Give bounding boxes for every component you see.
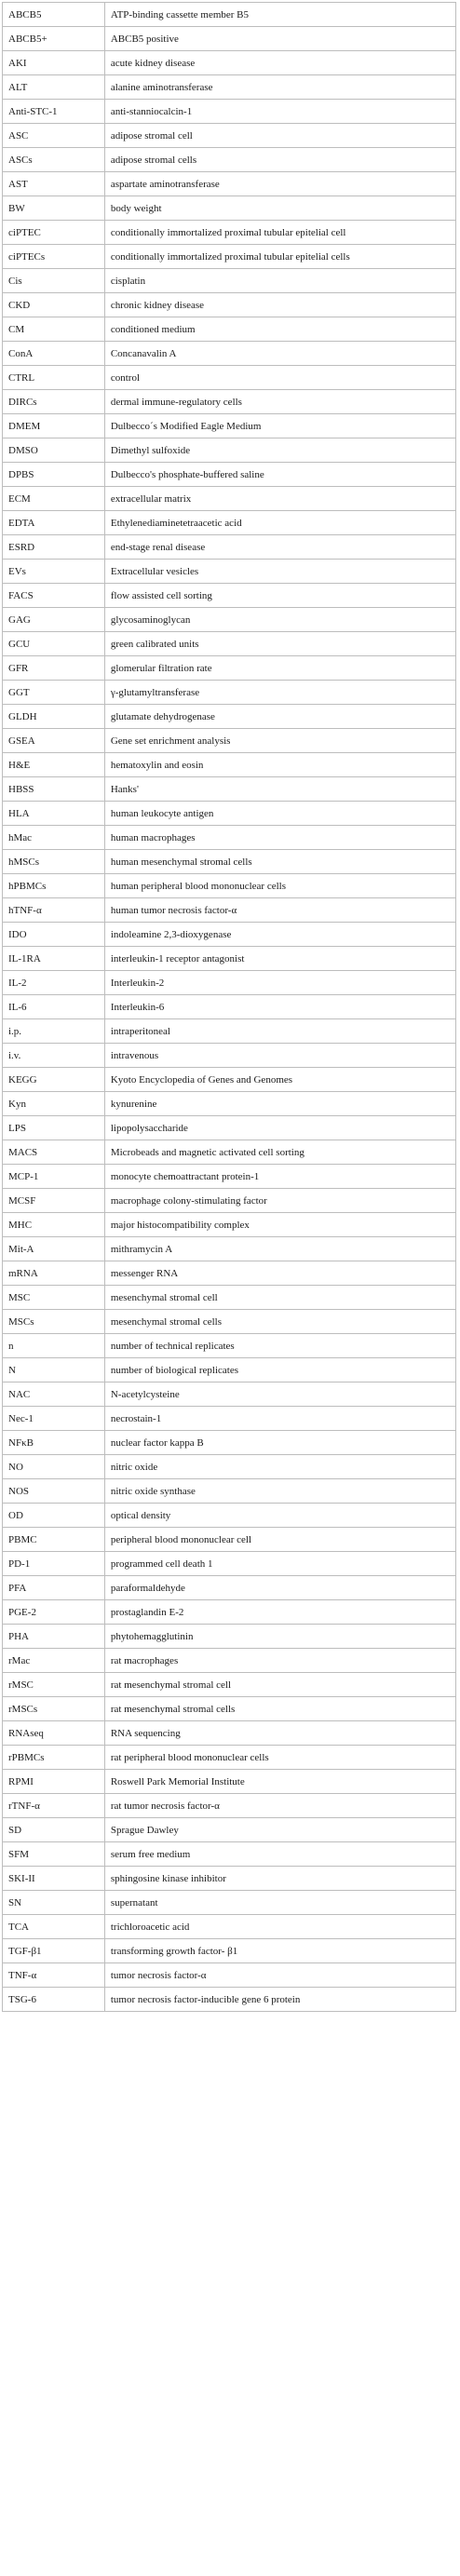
table-row xyxy=(3,1963,456,1988)
definition-cell: major histocompatibility complex xyxy=(104,1213,455,1237)
abbreviation-cell: FACS xyxy=(3,584,105,608)
abbreviation-cell: PFA xyxy=(3,1576,105,1600)
definition-cell: Dimethyl sulfoxide xyxy=(104,438,455,463)
definition-cell: anti-stanniocalcin-1 xyxy=(104,100,455,124)
definition-cell: flow assisted cell sorting xyxy=(104,584,455,608)
definition-cell: sphingosine kinase inhibitor xyxy=(104,1867,455,1891)
table-row xyxy=(3,1721,456,1746)
abbreviation-cell: TCA xyxy=(3,1915,105,1939)
abbreviation-cell: NO xyxy=(3,1455,105,1479)
definition-cell: N-acetylcysteine xyxy=(104,1382,455,1407)
definition-cell: nitric oxide xyxy=(104,1455,455,1479)
definition-cell: extracellular matrix xyxy=(104,487,455,511)
abbreviation-cell: PD-1 xyxy=(3,1552,105,1576)
definition-cell: mesenchymal stromal cells xyxy=(104,1310,455,1334)
table-row xyxy=(3,947,456,971)
table-row xyxy=(3,777,456,802)
table-row xyxy=(3,100,456,124)
abbreviation-cell: SN xyxy=(3,1891,105,1915)
table-row xyxy=(3,535,456,560)
definition-cell: human leukocyte antigen xyxy=(104,802,455,826)
table-row xyxy=(3,1891,456,1915)
definition-cell: ATP-binding cassette member B5 xyxy=(104,3,455,27)
table-row xyxy=(3,1165,456,1189)
table-row xyxy=(3,1140,456,1165)
table-row xyxy=(3,1479,456,1504)
table-row xyxy=(3,1019,456,1044)
table-row xyxy=(3,1261,456,1286)
definition-cell: transforming growth factor- β1 xyxy=(104,1939,455,1963)
table-row xyxy=(3,1576,456,1600)
table-row xyxy=(3,1407,456,1431)
abbreviation-cell: GAG xyxy=(3,608,105,632)
table-row xyxy=(3,342,456,366)
table-row xyxy=(3,1649,456,1673)
abbreviation-cell: i.v. xyxy=(3,1044,105,1068)
definition-cell: rat mesenchymal stromal cells xyxy=(104,1697,455,1721)
table-row xyxy=(3,75,456,100)
abbreviation-cell: hPBMCs xyxy=(3,874,105,898)
definition-cell: Ethylenediaminetetraacetic acid xyxy=(104,511,455,535)
abbreviation-cell: n xyxy=(3,1334,105,1358)
table-row xyxy=(3,656,456,681)
definition-cell: tumor necrosis factor-inducible gene 6 protein xyxy=(104,1988,455,2012)
table-row xyxy=(3,124,456,148)
definition-cell: Gene set enrichment analysis xyxy=(104,729,455,753)
table-row xyxy=(3,1625,456,1649)
table-row xyxy=(3,245,456,269)
table-row xyxy=(3,317,456,342)
definition-cell: glycosaminoglycan xyxy=(104,608,455,632)
table-row xyxy=(3,1358,456,1382)
definition-cell: human tumor necrosis factor-α xyxy=(104,898,455,923)
abbreviation-cell: H&E xyxy=(3,753,105,777)
definition-cell: Dulbecco's phosphate-buffered saline xyxy=(104,463,455,487)
table-row xyxy=(3,511,456,535)
definition-cell: conditionally immortalized proximal tubular epitelial cell xyxy=(104,221,455,245)
abbreviation-cell: MSC xyxy=(3,1286,105,1310)
abbreviation-cell: hTNF-α xyxy=(3,898,105,923)
abbreviation-cell: AKI xyxy=(3,51,105,75)
table-row xyxy=(3,1770,456,1794)
table-row xyxy=(3,1842,456,1867)
abbreviation-cell: ECM xyxy=(3,487,105,511)
definition-cell: dermal immune-regulatory cells xyxy=(104,390,455,414)
definition-cell: Microbeads and magnetic activated cell sorting xyxy=(104,1140,455,1165)
abbreviation-cell: IL-2 xyxy=(3,971,105,995)
table-row xyxy=(3,293,456,317)
abbreviation-cell: IDO xyxy=(3,923,105,947)
definition-cell: intraperitoneal xyxy=(104,1019,455,1044)
definition-cell: supernatant xyxy=(104,1891,455,1915)
definition-cell: RNA sequencing xyxy=(104,1721,455,1746)
table-row xyxy=(3,1237,456,1261)
definition-cell: rat macrophages xyxy=(104,1649,455,1673)
definition-cell: nuclear factor kappa B xyxy=(104,1431,455,1455)
table-row xyxy=(3,390,456,414)
definition-cell: rat tumor necrosis factor-α xyxy=(104,1794,455,1818)
table-row xyxy=(3,487,456,511)
table-row xyxy=(3,1116,456,1140)
table-row xyxy=(3,1213,456,1237)
table-row xyxy=(3,463,456,487)
definition-cell: Roswell Park Memorial Institute xyxy=(104,1770,455,1794)
abbreviation-cell: TNF-α xyxy=(3,1963,105,1988)
table-row xyxy=(3,584,456,608)
abbreviation-cell: SFM xyxy=(3,1842,105,1867)
table-row xyxy=(3,1189,456,1213)
abbreviation-cell: SKI-II xyxy=(3,1867,105,1891)
definition-cell: monocyte chemoattractant protein-1 xyxy=(104,1165,455,1189)
abbreviation-cell: HBSS xyxy=(3,777,105,802)
definition-cell: phytohemagglutinin xyxy=(104,1625,455,1649)
table-row xyxy=(3,438,456,463)
abbreviation-cell: MACS xyxy=(3,1140,105,1165)
definition-cell: number of biological replicates xyxy=(104,1358,455,1382)
abbreviations-table-body xyxy=(3,3,456,2012)
abbreviation-cell: rTNF-α xyxy=(3,1794,105,1818)
abbreviation-cell: ABCB5+ xyxy=(3,27,105,51)
definition-cell: Interleukin-2 xyxy=(104,971,455,995)
table-row xyxy=(3,148,456,172)
abbreviation-cell: Mit-A xyxy=(3,1237,105,1261)
abbreviation-cell: ConA xyxy=(3,342,105,366)
abbreviation-cell: DIRCs xyxy=(3,390,105,414)
definition-cell: ABCB5 positive xyxy=(104,27,455,51)
table-row xyxy=(3,608,456,632)
definition-cell: γ-glutamyltransferase xyxy=(104,681,455,705)
definition-cell: lipopolysaccharide xyxy=(104,1116,455,1140)
definition-cell: kynurenine xyxy=(104,1092,455,1116)
table-row xyxy=(3,1988,456,2012)
table-row xyxy=(3,3,456,27)
table-row xyxy=(3,1455,456,1479)
definition-cell: cisplatin xyxy=(104,269,455,293)
table-row xyxy=(3,1867,456,1891)
abbreviation-cell: Kyn xyxy=(3,1092,105,1116)
table-row xyxy=(3,1673,456,1697)
definition-cell: trichloroacetic acid xyxy=(104,1915,455,1939)
definition-cell: macrophage colony-stimulating factor xyxy=(104,1189,455,1213)
table-row xyxy=(3,1068,456,1092)
table-row xyxy=(3,1528,456,1552)
abbreviation-cell: SD xyxy=(3,1818,105,1842)
table-row xyxy=(3,1310,456,1334)
abbreviation-cell: NFκB xyxy=(3,1431,105,1455)
table-row xyxy=(3,995,456,1019)
abbreviation-cell: NAC xyxy=(3,1382,105,1407)
abbreviation-cell: PGE-2 xyxy=(3,1600,105,1625)
table-row xyxy=(3,850,456,874)
abbreviation-cell: DPBS xyxy=(3,463,105,487)
definition-cell: rat peripheral blood mononuclear cells xyxy=(104,1746,455,1770)
abbreviation-cell: HLA xyxy=(3,802,105,826)
table-row xyxy=(3,971,456,995)
table-row xyxy=(3,196,456,221)
table-row xyxy=(3,172,456,196)
abbreviation-cell: Cis xyxy=(3,269,105,293)
definition-cell: body weight xyxy=(104,196,455,221)
definition-cell: conditionally immortalized proximal tubular epitelial cells xyxy=(104,245,455,269)
abbreviation-cell: Anti-STC-1 xyxy=(3,100,105,124)
definition-cell: acute kidney disease xyxy=(104,51,455,75)
table-row xyxy=(3,923,456,947)
table-row xyxy=(3,1504,456,1528)
abbreviation-cell: OD xyxy=(3,1504,105,1528)
definition-cell: human mesenchymal stromal cells xyxy=(104,850,455,874)
table-row xyxy=(3,1939,456,1963)
definition-cell: adipose stromal cell xyxy=(104,124,455,148)
definition-cell: green calibrated units xyxy=(104,632,455,656)
abbreviation-cell: GLDH xyxy=(3,705,105,729)
table-row xyxy=(3,705,456,729)
abbreviation-cell: AST xyxy=(3,172,105,196)
definition-cell: rat mesenchymal stromal cell xyxy=(104,1673,455,1697)
abbreviation-cell: N xyxy=(3,1358,105,1382)
abbreviations-table xyxy=(2,2,456,2012)
abbreviation-cell: ciPTEC xyxy=(3,221,105,245)
table-row xyxy=(3,269,456,293)
abbreviation-cell: RPMI xyxy=(3,1770,105,1794)
definition-cell: necrostain-1 xyxy=(104,1407,455,1431)
definition-cell: glomerular filtration rate xyxy=(104,656,455,681)
abbreviation-cell: EDTA xyxy=(3,511,105,535)
table-row xyxy=(3,414,456,438)
abbreviation-cell: NOS xyxy=(3,1479,105,1504)
table-row xyxy=(3,802,456,826)
table-row xyxy=(3,1286,456,1310)
definition-cell: hematoxylin and eosin xyxy=(104,753,455,777)
definition-cell: control xyxy=(104,366,455,390)
definition-cell: alanine aminotransferase xyxy=(104,75,455,100)
abbreviation-cell: CKD xyxy=(3,293,105,317)
abbreviation-cell: rMSCs xyxy=(3,1697,105,1721)
abbreviation-cell: i.p. xyxy=(3,1019,105,1044)
definition-cell: programmed cell death 1 xyxy=(104,1552,455,1576)
table-row xyxy=(3,1915,456,1939)
abbreviation-cell: ASCs xyxy=(3,148,105,172)
abbreviation-cell: IL-1RA xyxy=(3,947,105,971)
table-row xyxy=(3,1382,456,1407)
abbreviation-cell: LPS xyxy=(3,1116,105,1140)
table-row xyxy=(3,27,456,51)
definition-cell: adipose stromal cells xyxy=(104,148,455,172)
abbreviation-cell: ASC xyxy=(3,124,105,148)
abbreviation-cell: ALT xyxy=(3,75,105,100)
table-row xyxy=(3,874,456,898)
abbreviation-cell: TGF-β1 xyxy=(3,1939,105,1963)
abbreviation-cell: rMSC xyxy=(3,1673,105,1697)
table-row xyxy=(3,1600,456,1625)
table-row xyxy=(3,560,456,584)
abbreviation-cell: BW xyxy=(3,196,105,221)
abbreviation-cell: CM xyxy=(3,317,105,342)
definition-cell: paraformaldehyde xyxy=(104,1576,455,1600)
abbreviation-cell: RNAseq xyxy=(3,1721,105,1746)
table-row xyxy=(3,1818,456,1842)
definition-cell: serum free medium xyxy=(104,1842,455,1867)
abbreviation-cell: MSCs xyxy=(3,1310,105,1334)
abbreviation-cell: TSG-6 xyxy=(3,1988,105,2012)
definition-cell: indoleamine 2,3-dioxygenase xyxy=(104,923,455,947)
abbreviation-cell: MCP-1 xyxy=(3,1165,105,1189)
table-row xyxy=(3,681,456,705)
abbreviation-cell: rMac xyxy=(3,1649,105,1673)
definition-cell: nitric oxide synthase xyxy=(104,1479,455,1504)
definition-cell: peripheral blood mononuclear cell xyxy=(104,1528,455,1552)
abbreviation-cell: ciPTECs xyxy=(3,245,105,269)
table-row xyxy=(3,1697,456,1721)
abbreviation-cell: DMSO xyxy=(3,438,105,463)
abbreviation-cell: EVs xyxy=(3,560,105,584)
definition-cell: Concanavalin A xyxy=(104,342,455,366)
definition-cell: aspartate aminotransferase xyxy=(104,172,455,196)
abbreviation-cell: MCSF xyxy=(3,1189,105,1213)
definition-cell: intravenous xyxy=(104,1044,455,1068)
abbreviation-cell: KEGG xyxy=(3,1068,105,1092)
definition-cell: interleukin-1 receptor antagonist xyxy=(104,947,455,971)
table-row xyxy=(3,221,456,245)
definition-cell: optical density xyxy=(104,1504,455,1528)
table-row xyxy=(3,1092,456,1116)
definition-cell: messenger RNA xyxy=(104,1261,455,1286)
definition-cell: number of technical replicates xyxy=(104,1334,455,1358)
abbreviation-cell: hMSCs xyxy=(3,850,105,874)
abbreviation-cell: CTRL xyxy=(3,366,105,390)
abbreviation-cell: ABCB5 xyxy=(3,3,105,27)
abbreviation-cell: Nec-1 xyxy=(3,1407,105,1431)
table-row xyxy=(3,51,456,75)
table-row xyxy=(3,753,456,777)
table-row xyxy=(3,1044,456,1068)
abbreviation-cell: MHC xyxy=(3,1213,105,1237)
definition-cell: Hanks' xyxy=(104,777,455,802)
definition-cell: human peripheral blood mononuclear cells xyxy=(104,874,455,898)
table-row xyxy=(3,1431,456,1455)
definition-cell: conditioned medium xyxy=(104,317,455,342)
table-row xyxy=(3,366,456,390)
definition-cell: end-stage renal disease xyxy=(104,535,455,560)
definition-cell: human macrophages xyxy=(104,826,455,850)
abbreviation-cell: mRNA xyxy=(3,1261,105,1286)
definition-cell: glutamate dehydrogenase xyxy=(104,705,455,729)
abbreviation-cell: DMEM xyxy=(3,414,105,438)
abbreviation-cell: GSEA xyxy=(3,729,105,753)
abbreviation-cell: rPBMCs xyxy=(3,1746,105,1770)
table-row xyxy=(3,729,456,753)
definition-cell: mesenchymal stromal cell xyxy=(104,1286,455,1310)
definition-cell: tumor necrosis factor-α xyxy=(104,1963,455,1988)
abbreviation-cell: hMac xyxy=(3,826,105,850)
table-row xyxy=(3,826,456,850)
definition-cell: mithramycin A xyxy=(104,1237,455,1261)
table-row xyxy=(3,898,456,923)
table-row xyxy=(3,1746,456,1770)
definition-cell: Kyoto Encyclopedia of Genes and Genomes xyxy=(104,1068,455,1092)
definition-cell: Extracellular vesicles xyxy=(104,560,455,584)
definition-cell: Sprague Dawley xyxy=(104,1818,455,1842)
table-row xyxy=(3,632,456,656)
table-row xyxy=(3,1794,456,1818)
abbreviation-cell: GFR xyxy=(3,656,105,681)
definition-cell: chronic kidney disease xyxy=(104,293,455,317)
definition-cell: prostaglandin E-2 xyxy=(104,1600,455,1625)
abbreviation-cell: PHA xyxy=(3,1625,105,1649)
definition-cell: Interleukin-6 xyxy=(104,995,455,1019)
abbreviation-cell: PBMC xyxy=(3,1528,105,1552)
definition-cell: Dulbecco´s Modified Eagle Medium xyxy=(104,414,455,438)
abbreviation-cell: ESRD xyxy=(3,535,105,560)
abbreviation-cell: GCU xyxy=(3,632,105,656)
abbreviation-cell: IL-6 xyxy=(3,995,105,1019)
table-row xyxy=(3,1334,456,1358)
abbreviation-cell: GGT xyxy=(3,681,105,705)
table-row xyxy=(3,1552,456,1576)
